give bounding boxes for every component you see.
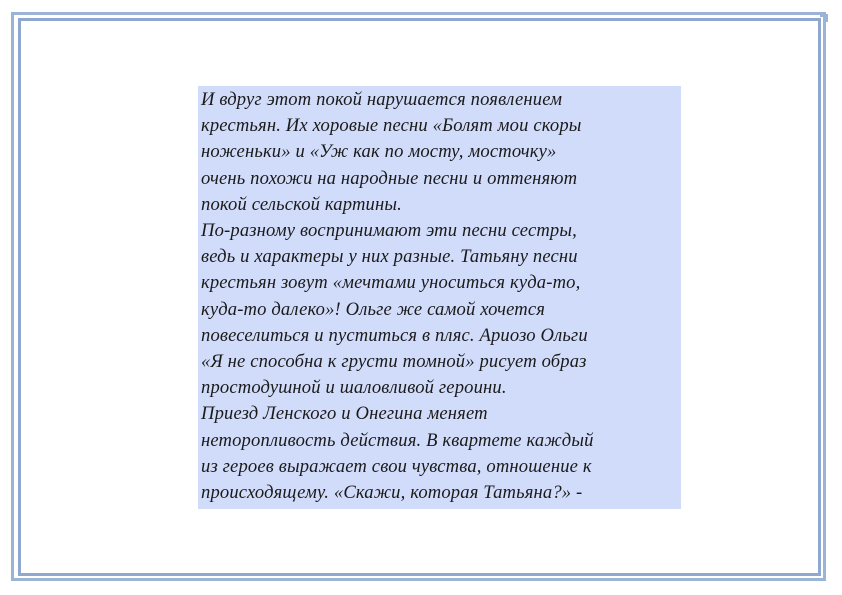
text-line: покой сельской картины. [201, 193, 402, 215]
text-line: крестьян зовут «мечтами уноситься куда-то, [201, 272, 581, 294]
text-line: неторопливость действия. В квартете каждый [201, 429, 594, 451]
text-line: очень похожи на народные песни и оттеняют [201, 167, 578, 189]
text-line: И вдруг этот покой нарушается появлением [201, 89, 563, 110]
text-line: крестьян. Их хоровые песни «Болят мои скоры [201, 115, 582, 137]
slide-border-corner [820, 14, 828, 22]
text-block [198, 86, 681, 509]
text-line: из героев выражает свои чувства, отношение к [201, 455, 592, 477]
text-line: ведь и характеры у них разные. Татьяну песни [201, 246, 578, 268]
text-line: куда-то далеко»! Ольге же самой хочется [201, 298, 546, 320]
text-line: По-разному воспринимают эти песни сестры, [201, 220, 577, 242]
text-line: простодушной и шаловливой героини. [201, 377, 507, 399]
text-line: Приезд Ленского и Онегина меняет [201, 403, 488, 425]
text-line: «Я не способна к грусти томной» рисует образ [201, 351, 587, 373]
text-line: ноженьки» и «Уж как по мосту, мосточку» [201, 141, 557, 163]
text-line: происходящему. «Скажи, которая Татьяна?» - [201, 482, 583, 504]
text-line: повеселиться и пуститься в пляс. Ариозо Ольги [201, 324, 588, 346]
